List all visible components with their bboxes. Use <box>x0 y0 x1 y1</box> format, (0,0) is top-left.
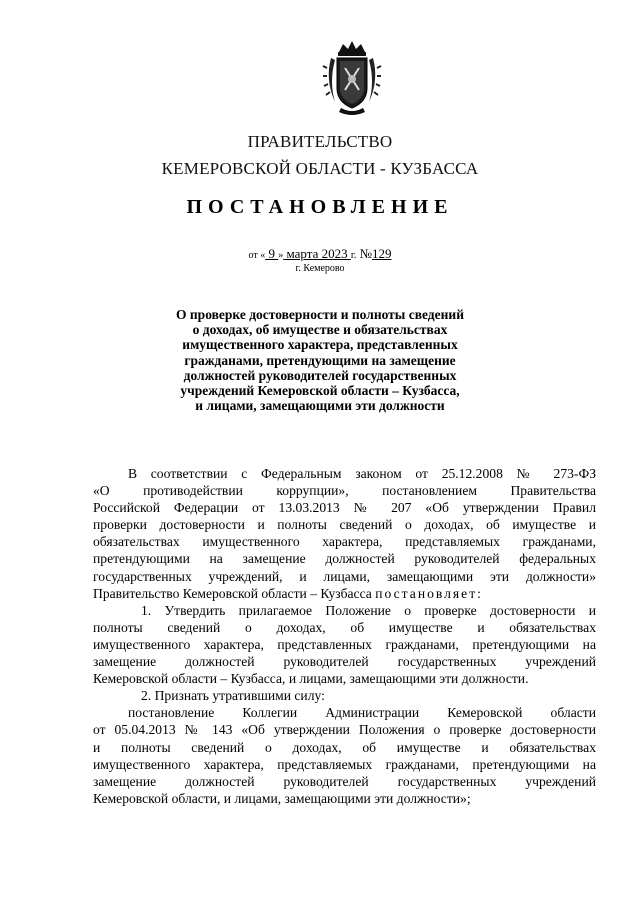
number-label: № <box>359 246 372 261</box>
date-day: 9 <box>265 246 279 261</box>
title-line: и лицами, замещающими эти должности <box>195 398 445 414</box>
date-prefix: от « <box>248 250 266 261</box>
paragraph-repealed-act <box>93 704 596 807</box>
title-line: имущественного характера, представленных <box>182 337 458 353</box>
body-line: Кемеровской области, и лицами, замещающими эти должности»; <box>93 790 471 806</box>
body-line: полноты сведений о доходах, об имуществе и обязательствах <box>93 619 596 635</box>
document-date-line <box>0 246 640 262</box>
date-month-year: марта 2023 <box>283 246 351 261</box>
resolves-word: постановляет: <box>375 585 483 601</box>
body-line: Правительство Кемеровской области – Кузбасса постановляет: <box>93 585 483 601</box>
body-line: замещение должностей руководителей государственных учреждений <box>93 654 596 670</box>
body-line: 2. Признать утратившими силу: <box>141 688 325 704</box>
body-line: претендующими на замещение должностей руководителей федеральных <box>93 551 596 567</box>
title-line: учреждений Кемеровской области – Кузбасса, <box>180 383 460 399</box>
body-line: имущественного характера, представленных гражданами, претендующими на <box>93 636 596 652</box>
body-line: постановление Коллегии Администрации Кемеровской области <box>128 705 596 721</box>
paragraph-preamble <box>93 465 596 602</box>
date-close-quote: » <box>278 250 284 261</box>
body-line: государственных учреждений, и лицами, замещающими эти должности» <box>93 568 596 584</box>
paragraph-item-2 <box>93 687 596 704</box>
body-line: «О противодействии коррупции», постановлением Правительства <box>93 483 596 499</box>
title-line: О проверке достоверности и полноты сведений <box>176 307 464 322</box>
paragraph-item-1 <box>93 602 596 687</box>
body-line: от 05.04.2013 № 143 «Об утверждении Положения о проверке достоверности <box>93 722 596 738</box>
document-city: г. Кемерово <box>295 263 345 274</box>
body-line: Кемеровской области – Кузбасса, и лицами, замещающими эти должности. <box>93 671 529 687</box>
document-body <box>93 465 596 807</box>
body-line: имущественного характера, представляемых гражданами, претендующими на <box>93 756 596 772</box>
body-line: Российской Федерации от 13.03.2013 № 207 «Об утверждении Правил <box>93 500 596 516</box>
body-line: и полноты сведений о доходах, об имуществе и обязательствах <box>93 739 596 755</box>
date-year-suffix: г. <box>350 250 357 261</box>
org-name-line2: КЕМЕРОВСКОЙ ОБЛАСТИ - КУЗБАССА <box>161 159 479 178</box>
org-name-line1: ПРАВИТЕЛЬСТВО <box>247 132 393 151</box>
body-line: проверки достоверности и полноты сведений о доходах, об имуществе и <box>93 517 596 533</box>
title-line: о доходах, об имуществе и обязательствах <box>192 322 448 338</box>
body-line: В соответствии с Федеральным законом от 25.12.2008 № 273-ФЗ <box>128 466 596 481</box>
body-line: 1. Утвердить прилагаемое Положение о проверке достоверности и <box>141 602 596 618</box>
document-title <box>150 307 490 413</box>
document-type-heading: ПОСТАНОВЛЕНИЕ <box>186 196 454 218</box>
body-line: обязательствах имущественного характера, представляемых гражданами, <box>93 534 596 550</box>
title-line: должностей руководителей государственных <box>183 367 457 383</box>
body-line: замещение должностей руководителей государственных учреждений <box>93 773 596 789</box>
coat-of-arms-emblem <box>321 38 383 116</box>
document-number: 129 <box>372 246 392 261</box>
title-line: гражданами, претендующими на замещение <box>184 352 456 368</box>
